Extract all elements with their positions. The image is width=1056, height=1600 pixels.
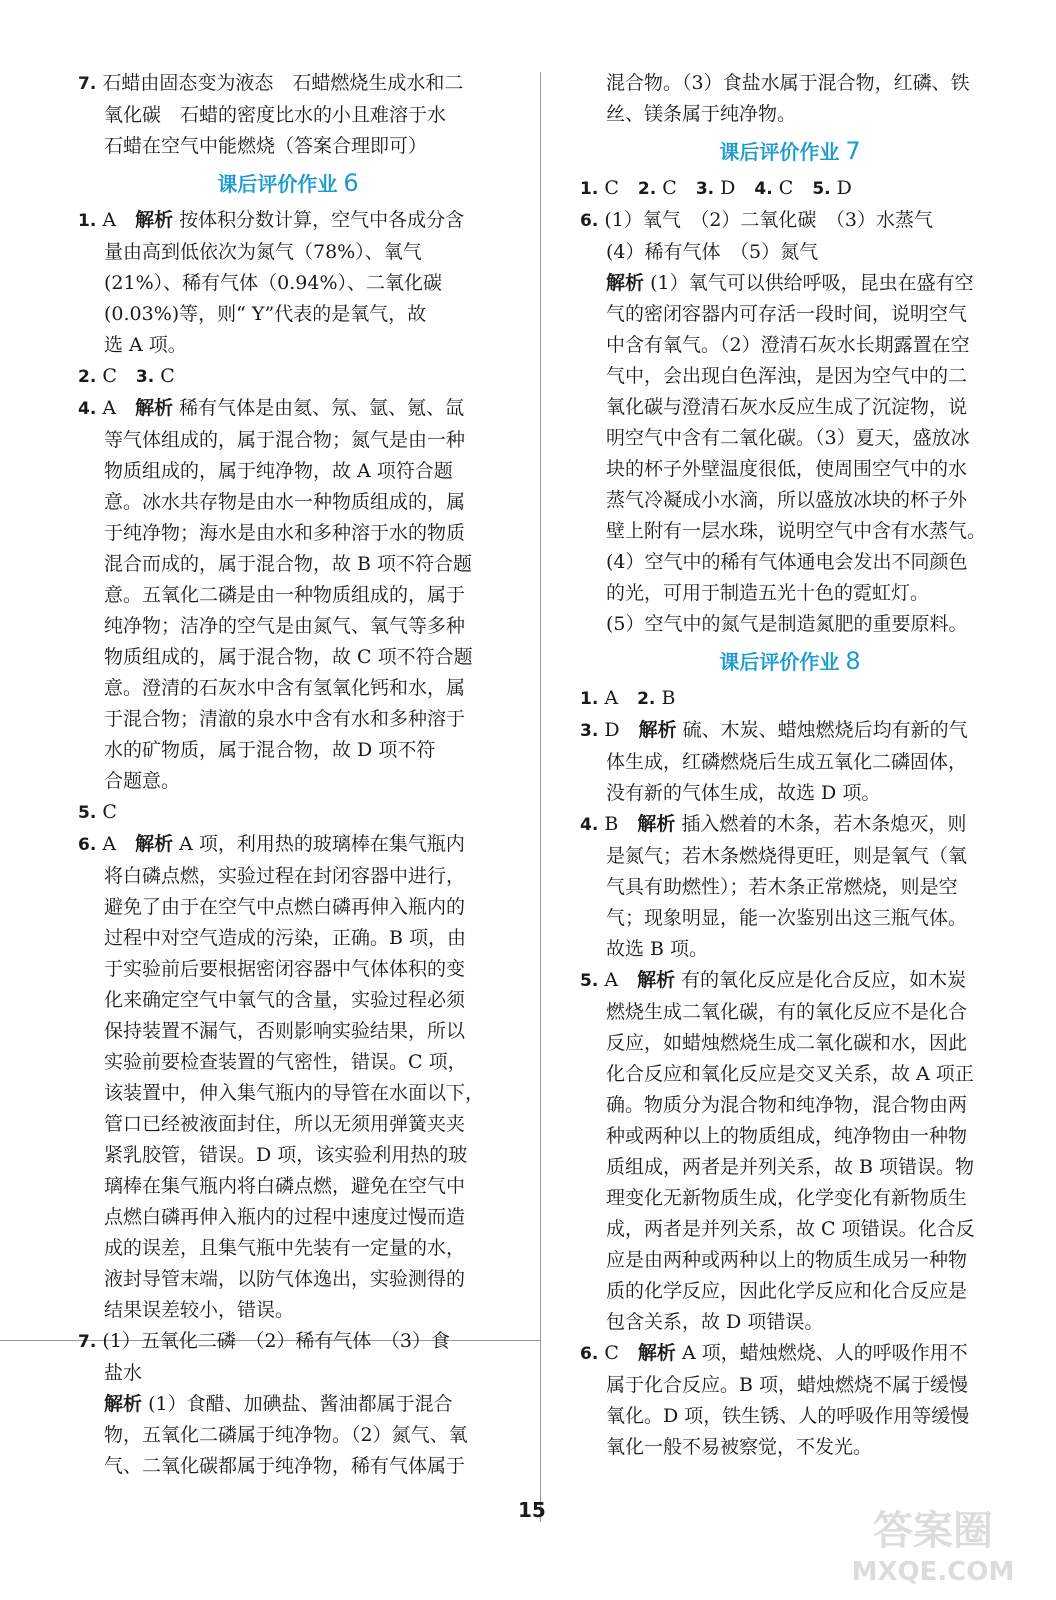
answer-3: 3. D 解析 硫、木炭、蜡烛燃烧后均有新的气: [580, 719, 968, 741]
text-line: 意。冰水共存物是由水一种物质组成的，属: [104, 491, 466, 513]
answer-3-lines: [580, 747, 1000, 809]
text-line: 没有新的气体生成，故选 D 项。: [606, 782, 881, 804]
answer-5-lines: [580, 997, 1000, 1338]
watermark-text: 答案圈: [873, 1508, 993, 1554]
text-line: 避免了由于在空气中点燃白磷再伸入瓶内的: [104, 896, 466, 918]
text-line: 包含关系，故 D 项错误。: [606, 1311, 824, 1333]
text-line: (21%）、稀有气体（0.94%）、二氧化碳: [104, 272, 443, 294]
text-line: 质组成，两者是并列关系，故 B 项错误。物: [606, 1156, 975, 1178]
text-line: 明空气中含有二氧化碳。（3）夏天，盛放冰: [606, 427, 970, 449]
text-line: 合题意。: [104, 770, 181, 792]
answer-6: 6. A 解析 A 项，利用热的玻璃棒在集气瓶内: [78, 833, 465, 855]
answer-5: 5. A 解析 有的氧化反应是化合反应，如木炭: [580, 969, 967, 991]
answer-6b-lines: [580, 1370, 1000, 1463]
text-line: 气中，会出现白色浑浊，是因为空气中的二: [606, 365, 968, 387]
text-line: 盐水: [104, 1362, 143, 1384]
text-line: 氧化一般不易被察觉，不发光。: [606, 1436, 873, 1458]
text-line: 质的化学反应，因此化学反应和化合反应是: [606, 1280, 968, 1302]
answer-6-lines: [580, 299, 1000, 640]
text-line: 过程中对空气造成的污染，正确。B 项，由: [104, 927, 467, 949]
answer-6-lines: [78, 861, 498, 1326]
text-line: 体生成，红磷燃烧后生成五氧化二磷固体，: [606, 751, 968, 773]
column-divider: [540, 72, 541, 1522]
text-line: 意。五氧化二磷是由一种物质组成的，属于: [104, 584, 466, 606]
text-line: (4）空气中的稀有气体通电会发出不同颜色: [606, 551, 968, 573]
section-heading-7: 课后评价作业 7: [719, 137, 861, 165]
answers-1-5: 1. C 2. C 3. D 4. C 5. D: [580, 177, 852, 199]
page-number: 15: [518, 1498, 546, 1522]
text-line: 应是由两种或两种以上的物质生成另一种物: [606, 1249, 968, 1271]
text-line: 管口已经被液面封住，所以无须用弹簧夹夹: [104, 1113, 466, 1135]
text-line: 混合物。（3）食盐水属于混合物，红磷、铁: [606, 72, 970, 94]
text-line: 氧化碳与澄清石灰水反应生成了沉淀物，说: [606, 396, 968, 418]
answer-4-lines: [580, 841, 1000, 965]
text-line: 物，五氧化二磷属于纯净物。（2）氮气、氧: [104, 1424, 468, 1446]
text-line: 壁上附有一层水珠，说明空气中含有水蒸气。: [606, 520, 987, 542]
text-line: 于实验前后要根据密闭容器中气体体积的变: [104, 958, 466, 980]
left-column: [78, 68, 498, 1482]
text-line: 意。澄清的石灰水中含有氢氧化钙和水，属: [104, 677, 466, 699]
answer-7-analysis: 解析 (1）食醋、加碘盐、酱油都属于混合: [104, 1393, 453, 1415]
text-line: 混合而成的，属于混合物，故 B 项不符合题: [104, 553, 473, 575]
text-line: 中含有氧气。（2）澄清石灰水长期露置在空: [606, 334, 970, 356]
answer-4: 4. B 解析 插入燃着的木条，若木条熄灭，则: [580, 813, 967, 835]
text-line: 结果误差较小，错误。: [104, 1299, 295, 1321]
text-line: 实验前要检查装置的气密性，错误。C 项，: [104, 1051, 467, 1073]
text-line: 丝、镁条属于纯净物。: [606, 103, 797, 125]
answer-6b: 6. C 解析 A 项，蜡烛燃烧、人的呼吸作用不: [580, 1342, 968, 1364]
answer-1: 1. A 解析 按体积分数计算，空气中各成分含: [78, 209, 465, 231]
text-line: 选 A 项。: [104, 334, 187, 356]
text-line: 氧化碳 石蜡的密度比水的小且难溶于水: [104, 104, 447, 126]
right-column: [580, 68, 1000, 1463]
text-line: 点燃白磷再伸入瓶内的过程中速度过慢而造: [104, 1206, 466, 1228]
text-line: 紧乳胶管，错误。D 项，该实验利用热的玻: [104, 1144, 468, 1166]
text-line: 等气体组成的，属于混合物；氮气是由一种: [104, 429, 466, 451]
text-line: (0.03%)等，则“ Y”代表的是氧气，故: [104, 303, 427, 325]
answer-4-lines: [78, 425, 498, 797]
text-line: 燃烧生成二氧化碳，有的氧化反应不是化合: [606, 1001, 968, 1023]
section-heading-6: 课后评价作业 6: [217, 169, 359, 197]
text-line: 块的杯子外壁温度很低，使周围空气中的水: [606, 458, 968, 480]
answer-7: 7. (1）五氧化二磷 （2）稀有气体 （3）食: [78, 1330, 451, 1352]
text-line: 理变化无新物质生成，化学变化有新物质生: [606, 1187, 968, 1209]
text-line: 气的密闭容器内可存活一段时间，说明空气: [606, 303, 968, 325]
text-line: 氧化。D 项，铁生锈、人的呼吸作用等缓慢: [606, 1405, 970, 1427]
text-line: 是氮气；若木条燃烧得更旺，则是氧气（氧: [606, 845, 968, 867]
text-line: 水的矿物质，属于混合物，故 D 项不符: [104, 739, 436, 761]
text-line: 化合反应和氧化反应是交叉关系，故 A 项正: [606, 1063, 974, 1085]
text-line: 璃棒在集气瓶内将白磷点燃，避免在空气中: [104, 1175, 466, 1197]
text-line: 成，两者是并列关系，故 C 项错误。化合反: [606, 1218, 975, 1240]
text-line: 量由高到低依次为氮气（78%）、氧气: [104, 241, 422, 263]
text-line: 物质组成的，属于混合物，故 C 项不符合题: [104, 646, 473, 668]
answers-1-2: 1. A 2. B: [580, 687, 676, 709]
text-line: 蒸气冷凝成小水滴，所以盛放冰块的杯子外: [606, 489, 968, 511]
watermark-url: MXQE.COM: [851, 1557, 1015, 1587]
text-line: 反应，如蜡烛燃烧生成二氧化碳和水，因此: [606, 1032, 968, 1054]
text-line: 液封导管末端，以防气体逸出，实验测得的: [104, 1268, 466, 1290]
text-line: 属于化合反应。B 项，蜡烛燃烧不属于缓慢: [606, 1374, 969, 1396]
text-line: 于混合物；清澈的泉水中含有水和多种溶于: [104, 708, 466, 730]
text-line: 故选 B 项。: [606, 938, 709, 960]
text-line: 确。物质分为混合物和纯净物，混合物由两: [606, 1094, 968, 1116]
answer-4: 4. A 解析 稀有气体是由氦、氖、氩、氪、氙: [78, 397, 465, 419]
text-line: 气；现象明显，能一次鉴别出这三瓶气体。: [606, 907, 968, 929]
text-line: 纯净物；洁净的空气是由氮气、氧气等多种: [104, 615, 466, 637]
text-line: (5）空气中的氮气是制造氮肥的重要原料。: [606, 613, 968, 635]
text-line: 气、二氧化碳都属于纯净物，稀有气体属于: [104, 1455, 466, 1477]
text-line: 成的误差，且集气瓶中先装有一定量的水，: [104, 1237, 466, 1259]
text-line: (4）稀有气体 （5）氮气: [606, 241, 819, 263]
section-heading-8: 课后评价作业 8: [719, 647, 861, 675]
text-line: 于纯净物；海水是由水和多种溶于水的物质: [104, 522, 466, 544]
text-line: 该装置中，伸入集气瓶内的导管在水面以下，: [104, 1082, 485, 1104]
watermark-logo: [828, 1500, 1038, 1590]
text-line: 种或两种以上的物质组成，纯净物由一种物: [606, 1125, 968, 1147]
answer-2-3: 2. C 3. C: [78, 365, 175, 387]
text-line: 石蜡在空气中能燃烧（答案合理即可）: [104, 135, 428, 157]
answer-6: 6. (1）氧气 （2）二氧化碳 （3）水蒸气: [580, 209, 934, 231]
text-line: 物质组成的，属于纯净物，故 A 项符合题: [104, 460, 453, 482]
answer-7-intro: 7. 石蜡由固态变为液态 石蜡燃烧生成水和二: [78, 72, 464, 94]
text-line: 保持装置不漏气，否则影响实验结果，所以: [104, 1020, 466, 1042]
answer-6-analysis: 解析 (1）氧气可以供给呼吸，昆虫在盛有空: [606, 272, 974, 294]
text-line: 化来确定空气中氧气的含量，实验过程必须: [104, 989, 466, 1011]
answer-1-lines: [78, 237, 498, 361]
text-line: 将白磷点燃，实验过程在封闭容器中进行，: [104, 865, 466, 887]
text-line: 气具有助燃性）；若木条正常燃烧，则是空: [606, 876, 958, 898]
answer-5: 5. C: [78, 801, 117, 823]
text-line: 的光，可用于制造五光十色的霓虹灯。: [606, 582, 930, 604]
